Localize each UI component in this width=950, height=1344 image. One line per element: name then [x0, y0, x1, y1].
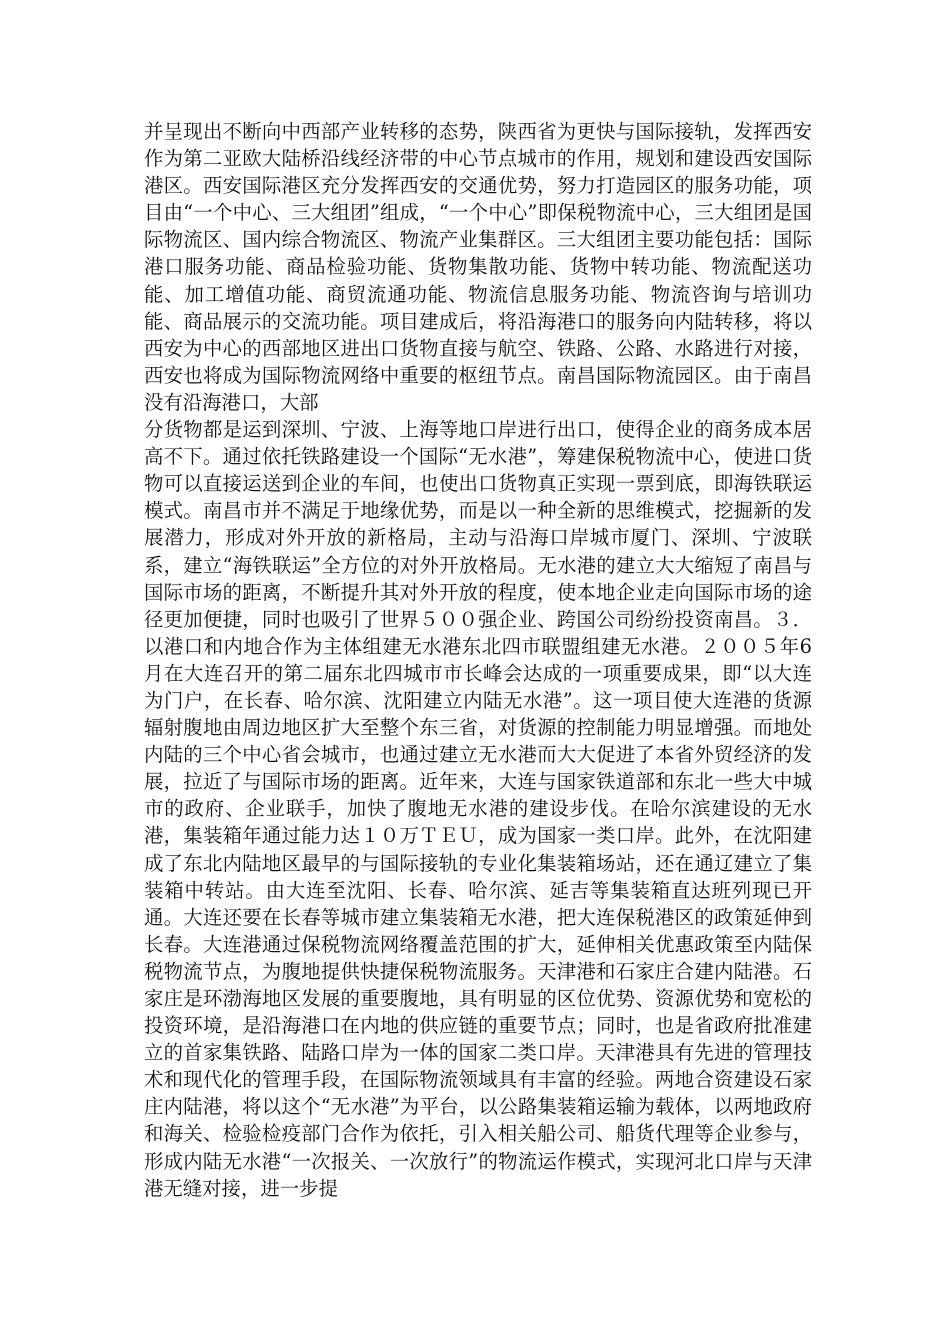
paragraph-xian-port: 并呈现出不断向中西部产业转移的态势，陕西省为更快与国际接轨，发挥西安作为第二亚欧大陆桥沿线经济带的中心节点城市的作用，规划和建设西安国际港区。西安国际港区充分发挥西安的交通优势，努力打造园区的服务功能，项目由“一个中心、三大组团”组成，“一个中心”即保税物流中心，三大组团是国际物流区、国内综合物流区、物流产业集群区。三大组团主要功能包括：国际港口服务功能、商品检验功能、货物集散功能、货物中转功能、物流配送功能、加工增值功能、商贸流通功能、物流信息服务功能、物流咨询与培训功能、商品展示的交流功能。项目建成后，将沿海港口的服务向内陆转移，将以西安为中心的西部地区进出口货物直接与航空、铁路、公路、水路进行对接，西安也将成为国际物流网络中重要的枢纽节点。南昌国际物流园区。由于南昌没有沿海港口，大部 — [144, 120, 812, 414]
paragraph-dry-ports: 分货物都是运到深圳、宁波、上海等地口岸进行出口，使得企业的商务成本居高不下。通过依托铁路建设一个国际“无水港”，筹建保税物流中心，使进口货物可以直接运送到企业的车间，也使出口货物真正实现一票到底，即海铁联运模式。南昌市并不满足于地缘优势，而是以一种全新的思维模式，挖掘新的发展潜力，形成对外开放的新格局，主动与沿海口岸城市厦门、深圳、宁波联系，建立“海铁联运”全方位的对外开放格局。无水港的建立大大缩短了南昌与国际市场的距离，不断提升其对外开放的程度，使本地企业走向国际市场的途径更加便捷，同时也吸引了世界５００强企业、跨国公司纷纷投资南昌。３．以港口和内地合作为主体组建无水港东北四市联盟组建无水港。２００５年6月在大连召开的第二届东北四城市市长峰会达成的一项重要成果，即“以大连为门户，在长春、哈尔滨、沈阳建立内陆无水港”。这一项目使大连港的货源辐射腹地由周边地区扩大至整个东三省，对货源的控制能力明显增强。而地处内陆的三个中心省会城市，也通过建立无水港而大大促进了本省外贸经济的发展，拉近了与国际市场的距离。近年来，大连与国家铁道部和东北一些大中城市的政府、企业联手，加快了腹地无水港的建设步伐。在哈尔滨建设的无水港，集装箱年通过能力达１０万ＴＥＵ，成为国家一类口岸。此外，在沈阳建成了东北内陆地区最早的与国际接轨的专业化集装箱场站，还在通辽建立了集装箱中转站。由大连至沈阳、长春、哈尔滨、延吉等集装箱直达班列现已开通。大连还要在长春等城市建立集装箱无水港，把大连保税港区的政策延伸到长春。大连港通过保税物流网络覆盖范围的扩大，延伸相关优惠政策至内陆保税物流节点，为腹地提供快捷保税物流服务。天津港和石家庄合建内陆港。石家庄是环渤海地区发展的重要腹地，具有明显的区位优势、资源优势和宽松的投资环境，是沿海港口在内地的供应链的重要节点；同时，也是省政府批准建立的首家集铁路、陆路口岸为一体的国家二类口岸。天津港具有先进的管理技术和现代化的管理手段，在国际物流领域具有丰富的经验。两地合资建设石家庄内陆港，将以这个“无水港”为平台，以公路集装箱运输为载体，以两地政府和海关、检验检疫部门合作为依托，引入相关船公司、船货代理等企业参与，形成内陆无水港“一次报关、一次放行”的物流运作模式，实现河北口岸与天津港无缝对接，进一步提 — [144, 418, 812, 1200]
document-page — [144, 118, 812, 1202]
